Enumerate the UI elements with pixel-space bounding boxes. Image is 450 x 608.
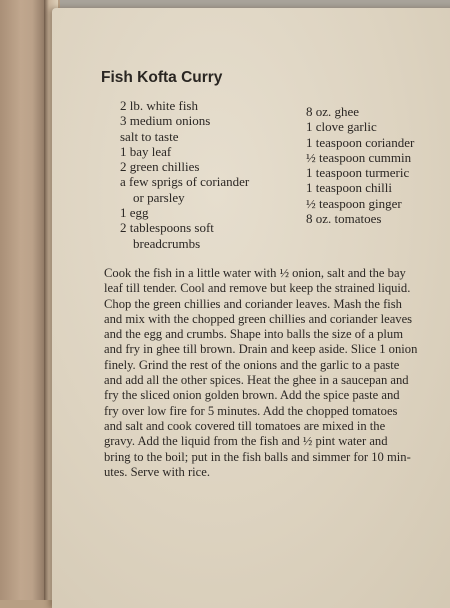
ingredient-item: 1 teaspoon chilli (306, 180, 392, 196)
ingredient-item: 2 green chillies (120, 159, 200, 175)
ingredient-item-continuation: or parsley (133, 189, 185, 205)
ingredient-item: 1 teaspoon coriander (306, 134, 415, 150)
ingredient-item: 1 clove garlic (306, 119, 377, 135)
recipe-title: Fish Kofta Curry (101, 69, 223, 86)
method-line: utes. Serve with rice. (104, 464, 210, 479)
method-line: Cook the fish in a little water with ½ onion, salt and the bay (104, 266, 406, 280)
method-line: fry the sliced onion golden brown. Add the spice paste and (104, 388, 400, 403)
method-line: bring to the boil; put in the fish balls and simmer for 10 min- (104, 449, 411, 464)
method-line: and add all the other spices. Heat the ghee in a saucepan and (104, 373, 409, 388)
ingredients-list-right (306, 104, 450, 226)
ingredient-item: 8 oz. tomatoes (306, 211, 382, 227)
method-line: gravy. Add the liquid from the fish and ½ pint water and (104, 434, 388, 449)
ingredient-item: a few sprigs of coriander (120, 174, 250, 190)
method-line: and the egg and crumbs. Shape into balls the size of a plum (104, 327, 404, 342)
ingredient-item: ½ teaspoon cummin (306, 149, 412, 165)
method-paragraph (104, 266, 450, 480)
method-line: and mix with the chopped green chillies and coriander leaves (104, 311, 413, 326)
ingredient-item: 8 oz. ghee (306, 104, 360, 119)
ingredient-item: salt to taste (120, 128, 179, 144)
ingredient-item: 2 lb. white fish (120, 98, 198, 113)
method-line: and fry in ghee till brown. Drain and keep aside. Slice 1 onion (104, 342, 418, 357)
method-line: Chop the green chillies and coriander leaves. Mash the fish (104, 296, 402, 311)
ingredients-list-left (120, 98, 305, 251)
ingredient-item: 1 bay leaf (120, 143, 172, 159)
ingredient-item-continuation: breadcrumbs (133, 235, 201, 251)
method-line: leaf till tender. Cool and remove but keep the strained liquid. (104, 281, 411, 296)
method-line: fry over low fire for 5 minutes. Add the chopped tomatoes (104, 403, 398, 418)
ingredient-item: 2 tablespoons soft (120, 220, 214, 236)
ingredient-item: 3 medium onions (120, 113, 211, 129)
book-spine (0, 0, 46, 600)
ingredient-item: 1 egg (120, 205, 149, 221)
ingredient-item: 1 teaspoon turmeric (306, 165, 410, 181)
method-line: finely. Grind the rest of the onions and the garlic to a paste (104, 357, 400, 372)
background-strip (60, 0, 450, 8)
ingredient-item: ½ teaspoon ginger (306, 195, 402, 211)
method-line: and salt and cook covered till tomatoes are mixed in the (104, 418, 386, 433)
